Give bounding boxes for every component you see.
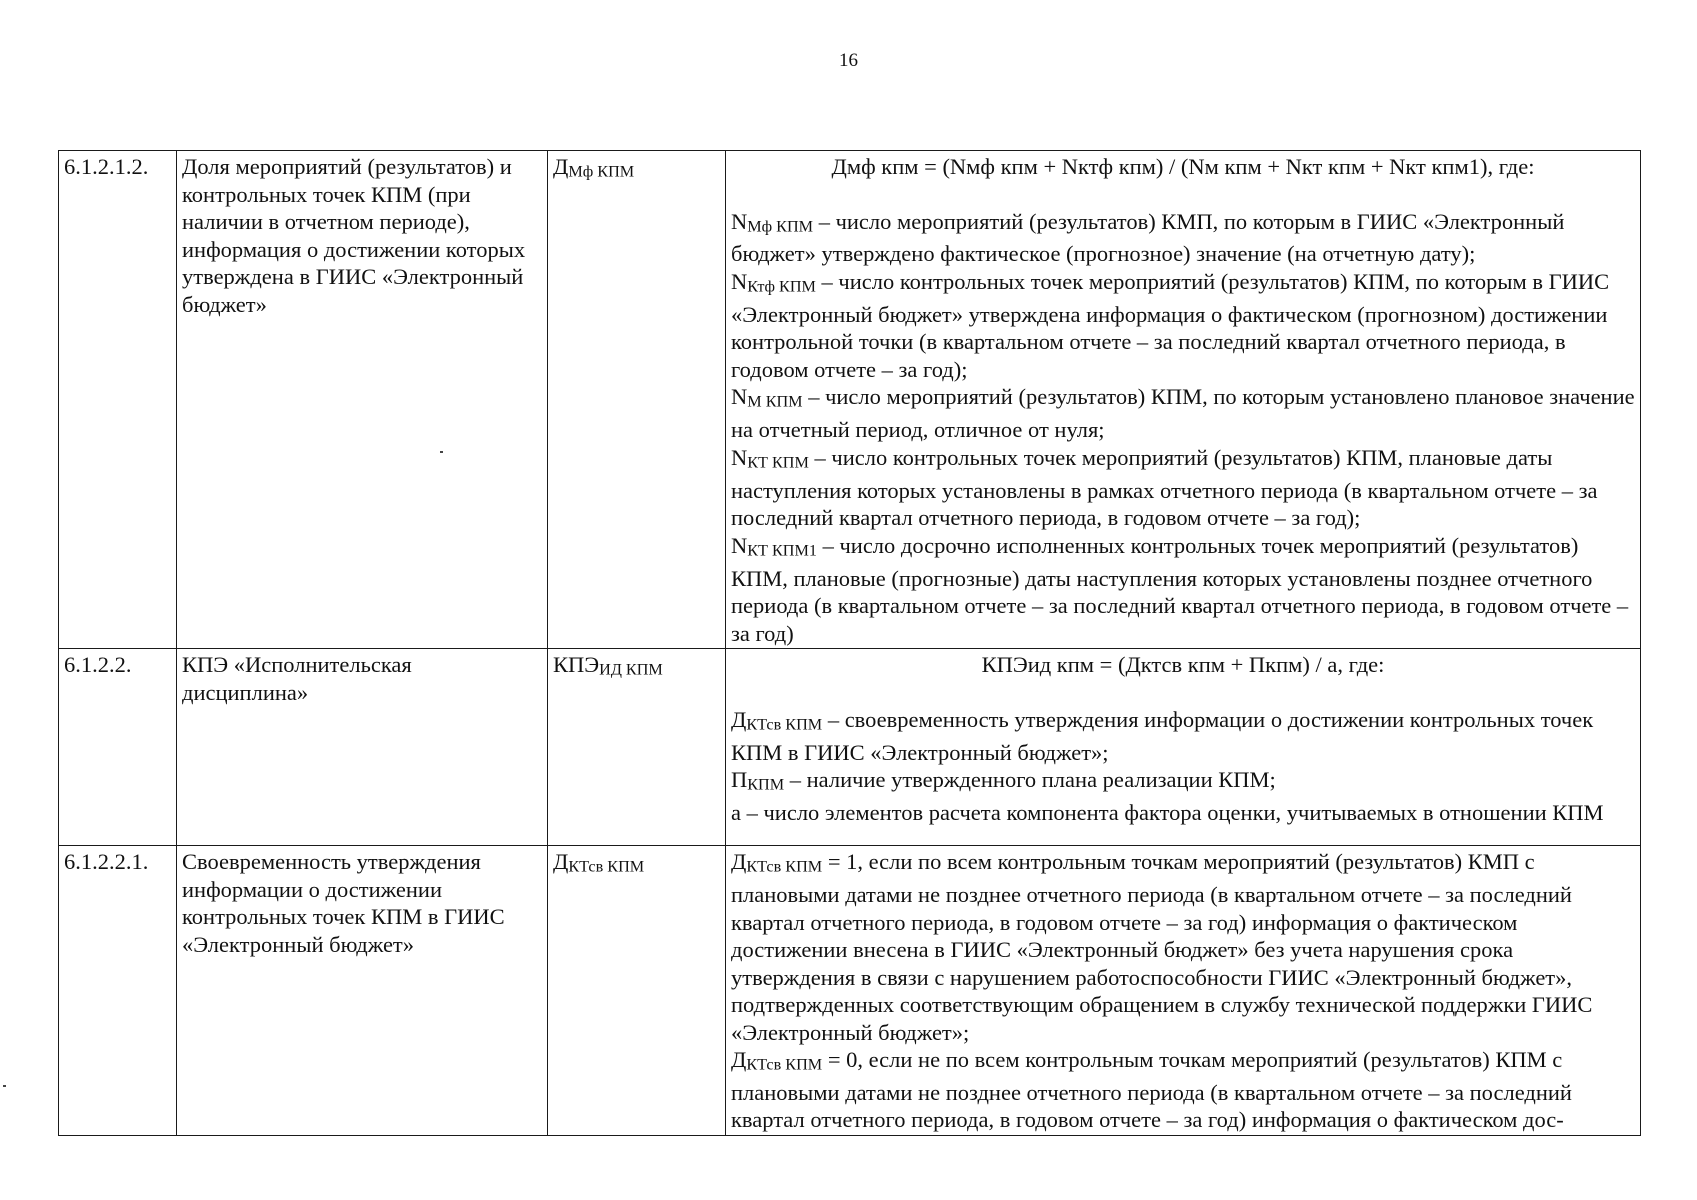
scan-speck: [3, 1085, 6, 1087]
indicator-table: [58, 150, 1641, 1136]
indicator-name: КПЭ «Исполнительская дисциплина»: [177, 649, 548, 846]
indicator-description: [726, 151, 1641, 649]
definition: ДКТсв КПМ = 0, если не по всем контрольным точкам мероприятий (результатов) КПМ с плановыми датами не позднее отчетного периода (в квартальном отчете – за последний квартал отчетного периода, в годовом отчете – за год) информация о фактическом дос-: [731, 1047, 1572, 1133]
definition: NКтф КПМ – число контрольных точек мероприятий (результатов) КПМ, по которым в ГИИС «Электронный бюджет» утверждена информация о фактическом (прогнозном) достижении контрольной точки (в квартальном отчете – за последний квартал отчетного периода, в годовом отчете – за год);: [731, 268, 1610, 382]
table-row: [59, 846, 1641, 1136]
indicator-symbol: ДМф КПМ: [548, 151, 726, 649]
definition: NМф КПМ – число мероприятий (результатов) КМП, по которым в ГИИС «Электронный бюджет» утверждено фактическое (прогнозное) значение (на отчетную дату);: [731, 208, 1565, 267]
page-number: 16: [839, 50, 858, 71]
definition: ПКПМ – наличие утвержденного плана реализации КПМ;: [731, 767, 1276, 794]
indicator-description: [726, 649, 1641, 846]
row-number: 6.1.2.2.1.: [59, 846, 177, 1136]
definition: a – число элементов расчета компонента фактора оценки, учитываемых в отношении КПМ: [731, 799, 1604, 825]
indicator-description: [726, 846, 1641, 1136]
indicator-name: Доля мероприятий (результатов) и контрольных точек КПМ (при наличии в отчетном периоде), информация о достижении которых утверждена в ГИИС «Электронный бюджет»: [177, 151, 548, 649]
definition: NМ КПМ – число мероприятий (результатов) КПМ, по которым установлено плановое значение на отчетный период, отличное от нуля;: [731, 384, 1635, 443]
indicator-symbol: КПЭИД КПМ: [548, 649, 726, 846]
scan-speck: [440, 451, 443, 453]
definition: ДКТсв КПМ – своевременность утверждения информации о достижении контрольных точек КПМ в ГИИС «Электронный бюджет»;: [731, 706, 1594, 765]
definition: NКТ КПМ – число контрольных точек мероприятий (результатов) КПМ, плановые даты наступления которых установлены в рамках отчетного периода (в квартальном отчете – за последний квартал отчетного периода, в годовом отчете – за год);: [731, 444, 1598, 531]
row-number: 6.1.2.1.2.: [59, 151, 177, 649]
definition: NКТ КПМ1 – число досрочно исполненных контрольных точек мероприятий (результатов) КПМ, плановые (прогнозные) даты наступления которых установлены позднее отчетного периода (в квартальном отчете – за последний квартал отчетного периода, в годовом отчете – за год): [731, 532, 1629, 646]
row-number: 6.1.2.2.: [59, 649, 177, 846]
table-row: [59, 649, 1641, 846]
definition: ДКТсв КПМ = 1, если по всем контрольным точкам мероприятий (результатов) КМП с плановыми датами не позднее отчетного периода (в квартальном отчете – за последний квартал отчетного периода, в годовом отчете – за год) информация о фактическом достижении внесена в ГИИС «Электронный бюджет» без учета нарушения срока утверждения в связи с нарушением работоспособности ГИИС «Электронный бюджет», подтвержденных соответствующим обращением в службу технической поддержки ГИИС «Электронный бюджет»;: [731, 849, 1593, 1045]
table-row: [59, 151, 1641, 649]
indicator-symbol: ДКТсв КПМ: [548, 846, 726, 1136]
formula: Дмф кпм = (Nмф кпм + Nктф кпм) / (Nм кпм + Nкт кпм + Nкт кпм1), где:: [831, 154, 1535, 179]
indicator-name: Своевременность утверждения информации о достижении контрольных точек КПМ в ГИИС «Электронный бюджет»: [177, 846, 548, 1136]
formula: КПЭид кпм = (Дктсв кпм + Пкпм) / a, где:: [981, 652, 1385, 678]
